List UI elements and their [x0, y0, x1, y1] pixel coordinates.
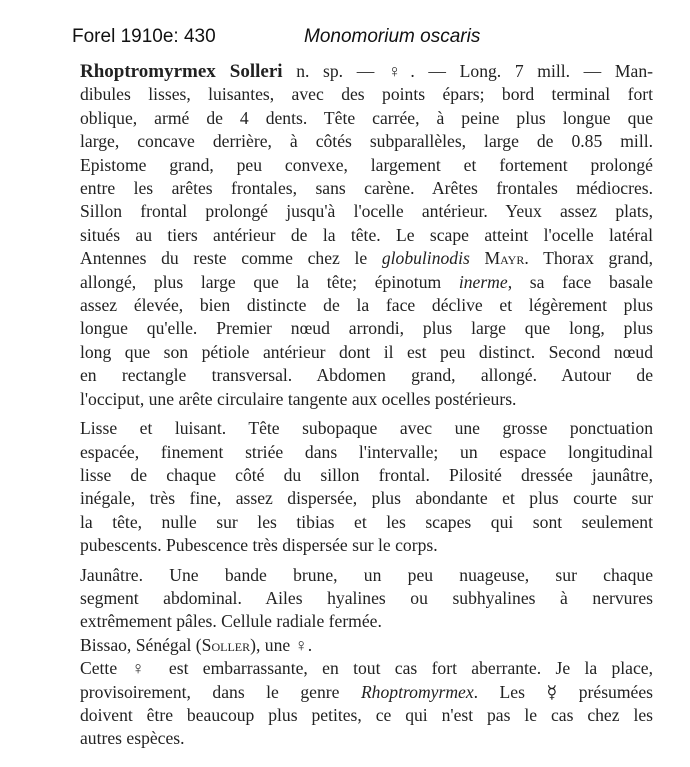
species-name: Rhoptromyrmex Solleri	[80, 61, 283, 82]
text-line: Sillon frontal prolongé jusqu'à l'ocelle antérieur. Yeux assez plats,	[80, 201, 653, 222]
page-header	[72, 26, 632, 52]
text-line: dibules lisses, luisantes, avec des points épars; bord terminal fort	[80, 84, 653, 105]
paragraph-morphology	[60, 60, 653, 411]
text-line: oblique, armé de 4 dents. Tête carrée, à peine plus longue que	[80, 107, 653, 128]
text-line: l'occiput, une arête circulaire tangente aux ocelles postérieurs.	[80, 388, 517, 409]
text-line: allongé, plus large que la tête; épinotum inerme, sa face basale	[80, 271, 653, 292]
citation-reference: Forel 1910e: 430	[72, 26, 216, 47]
paragraph-sculpture	[60, 417, 653, 557]
text-line: Lisse et luisant. Tête subopaque avec une grosse ponctuation	[80, 418, 653, 439]
taxon-name: Monomorium oscaris	[304, 26, 481, 47]
text-line: espacée, finement striée dans l'intervalle; un espace longitudinal	[80, 441, 653, 462]
text-line: long que son pétiole antérieur dont il est peu distinct. Second nœud	[80, 341, 653, 362]
paragraph-remarks	[60, 657, 653, 751]
paragraph-locality	[60, 634, 653, 657]
text-line: assez élevée, bien distincte de la face déclive et légèrement plus	[80, 295, 653, 316]
text-line: doivent être beaucoup plus petites, ce qui n'est pas le cas chez les	[80, 704, 653, 725]
species-description	[60, 60, 653, 751]
text-line: situés au tiers antérieur de la tête. Le scape atteint l'ocelle latéral	[80, 224, 653, 245]
text-line: extrêmement pâles. Cellule radiale fermée.	[80, 611, 382, 632]
text-line: Rhoptromyrmex Solleri n. sp. — ♀. — Long. 7 mill. — Man-	[80, 61, 653, 82]
text-line: Jaunâtre. Une bande brune, un peu nuageuse, sur chaque	[80, 564, 653, 585]
text-line: Antennes du reste comme chez le globulinodis Mayr. Thorax grand,	[80, 248, 653, 269]
text-line: Bissao, Sénégal (Soller), une ♀.	[80, 634, 313, 655]
text-line: segment abdominal. Ailes hyalines ou subhyalines à nervures	[80, 587, 653, 608]
text-line: autres espèces.	[80, 728, 185, 749]
paragraph-coloration	[60, 564, 653, 634]
text-line: provisoirement, dans le genre Rhoptromyrmex. Les ☿ présumées	[80, 681, 653, 702]
text-line: en rectangle transversal. Abdomen grand, allongé. Autour de	[80, 365, 653, 386]
text-line: lisse de chaque côté du sillon frontal. Pilosité dressée jaunâtre,	[80, 464, 653, 485]
text-line: la tête, nulle sur les tibias et les scapes qui sont seulement	[80, 511, 653, 532]
text-line: inégale, très fine, assez dispersée, plus abondante et plus courte sur	[80, 488, 653, 509]
text-line: pubescents. Pubescence très dispersée sur le corps.	[80, 535, 438, 556]
text-line: Epistome grand, peu convexe, largement et fortement prolongé	[80, 154, 653, 175]
text-line: Cette ♀ est embarrassante, en tout cas fort aberrante. Je la place,	[80, 658, 653, 679]
text-line: longue qu'elle. Premier nœud arrondi, plus large que long, plus	[80, 318, 653, 339]
text-line: large, concave derrière, à côtés subparallèles, large de 0.85 mill.	[80, 131, 653, 152]
text-line: entre les arêtes frontales, sans carène. Arêtes frontales médiocres.	[80, 178, 653, 199]
